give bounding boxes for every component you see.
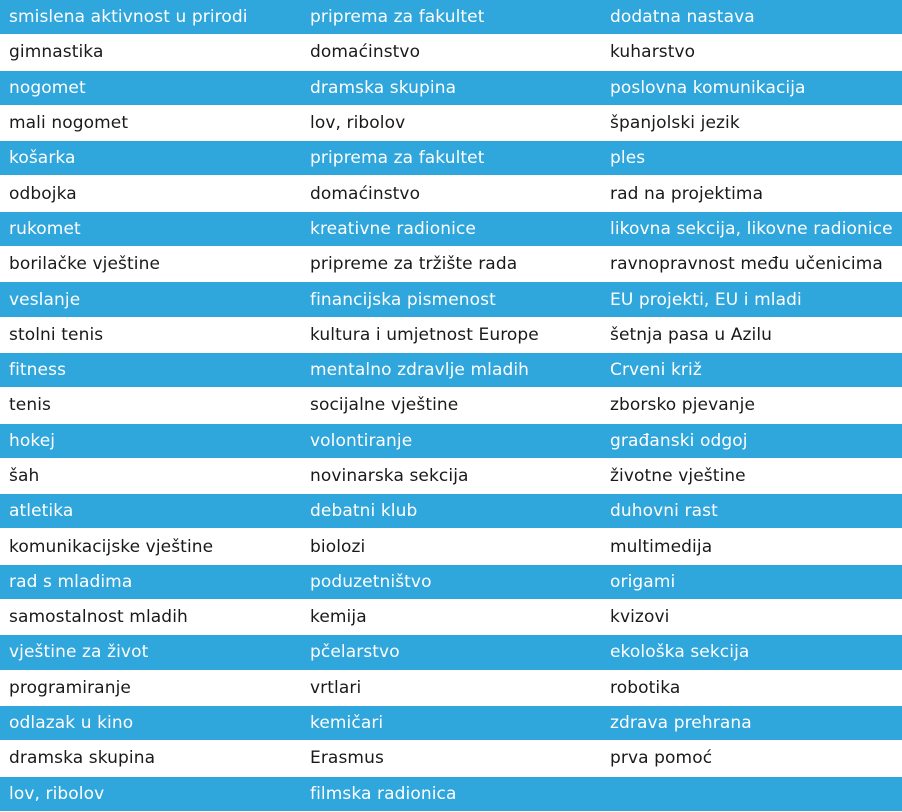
table-cell: ravnopravnost među učenicima bbox=[610, 254, 883, 275]
table-row bbox=[0, 176, 902, 211]
table-cell: lov, ribolov bbox=[310, 113, 406, 134]
table-cell: građanski odgoj bbox=[610, 430, 748, 451]
table-cell: kemičari bbox=[310, 713, 384, 734]
table-cell: mali nogomet bbox=[9, 113, 129, 134]
table-row bbox=[0, 635, 902, 670]
table-cell: kemija bbox=[310, 607, 367, 628]
table-cell: smislena aktivnost u prirodi bbox=[9, 7, 248, 28]
table-cell: tenis bbox=[9, 395, 51, 416]
table-cell: veslanje bbox=[9, 289, 81, 310]
table-cell: mentalno zdravlje mladih bbox=[310, 360, 530, 381]
table-row bbox=[0, 529, 902, 564]
table-cell: košarka bbox=[9, 148, 76, 169]
table-row bbox=[0, 459, 902, 494]
table-cell: biolozi bbox=[310, 536, 366, 557]
table-cell: stolni tenis bbox=[9, 324, 104, 345]
table-cell: španjolski jezik bbox=[610, 113, 740, 134]
table-cell: rukomet bbox=[9, 218, 81, 239]
table-cell: dramska skupina bbox=[310, 77, 457, 98]
table-cell: ples bbox=[610, 148, 646, 169]
table-cell: Crveni križ bbox=[610, 360, 702, 381]
table-row bbox=[0, 600, 902, 635]
table-cell: robotika bbox=[610, 677, 681, 698]
table-row bbox=[0, 741, 902, 776]
table-cell: šah bbox=[9, 466, 40, 486]
table-cell: EU projekti, EU i mladi bbox=[610, 289, 802, 310]
table-cell: nogomet bbox=[9, 77, 86, 98]
table-cell: fitness bbox=[9, 360, 67, 381]
table-cell: poslovna komunikacija bbox=[610, 77, 806, 98]
table-cell: novinarska sekcija bbox=[310, 466, 469, 486]
table-row bbox=[0, 212, 902, 247]
table-cell: financijska pismenost bbox=[310, 289, 496, 310]
table-row bbox=[0, 247, 902, 282]
table-cell: filmska radionica bbox=[310, 783, 457, 804]
table-cell: zdrava prehrana bbox=[610, 713, 752, 734]
table-cell: priprema za fakultet bbox=[310, 148, 485, 169]
table-row bbox=[0, 494, 902, 529]
table-cell: kreativne radionice bbox=[310, 218, 476, 239]
table-row bbox=[0, 671, 902, 706]
table-cell: vještine za život bbox=[9, 642, 149, 663]
table-cell: odbojka bbox=[9, 183, 77, 204]
table-cell: samostalnost mladih bbox=[9, 607, 188, 628]
table-row bbox=[0, 706, 902, 741]
table-cell: rad s mladima bbox=[9, 571, 133, 592]
table-cell: odlazak u kino bbox=[9, 713, 134, 734]
table-row bbox=[0, 35, 902, 70]
table-cell: Erasmus bbox=[310, 748, 384, 769]
table-cell: volontiranje bbox=[310, 430, 413, 451]
table-cell: hokej bbox=[9, 430, 56, 451]
table-row bbox=[0, 565, 902, 600]
table-cell: kvizovi bbox=[610, 607, 670, 628]
table-cell: atletika bbox=[9, 501, 74, 522]
table-row bbox=[0, 424, 902, 459]
table-cell: životne vještine bbox=[610, 466, 746, 486]
table-cell: socijalne vještine bbox=[310, 395, 459, 416]
table-cell: debatni klub bbox=[310, 501, 418, 522]
table-cell: domaćinstvo bbox=[310, 183, 421, 204]
table-cell: likovna sekcija, likovne radionice bbox=[610, 218, 893, 239]
table-cell: šetnja pasa u Azilu bbox=[610, 324, 773, 345]
table-cell: multimedija bbox=[610, 536, 713, 557]
table-row bbox=[0, 318, 902, 353]
table-cell: dramska skupina bbox=[9, 748, 156, 769]
table-cell: prva pomoć bbox=[610, 748, 713, 769]
table-cell: borilačke vještine bbox=[9, 254, 161, 275]
table-cell: pčelarstvo bbox=[310, 642, 400, 663]
table-cell: gimnastika bbox=[9, 42, 104, 63]
table-cell: programiranje bbox=[9, 677, 131, 698]
table-cell: domaćinstvo bbox=[310, 42, 421, 63]
table-cell: rad na projektima bbox=[610, 183, 764, 204]
table-cell: vrtlari bbox=[310, 677, 362, 698]
table-row bbox=[0, 0, 902, 35]
table-cell: priprema za fakultet bbox=[310, 7, 485, 28]
table-row bbox=[0, 388, 902, 423]
table-cell: kultura i umjetnost Europe bbox=[310, 324, 539, 345]
table-cell: ekološka sekcija bbox=[610, 642, 750, 663]
table-cell: origami bbox=[610, 571, 676, 592]
table-cell: zborsko pjevanje bbox=[610, 395, 756, 416]
table-cell: kuharstvo bbox=[610, 42, 696, 63]
table-cell: komunikacijske vještine bbox=[9, 536, 214, 557]
table-cell: duhovni rast bbox=[610, 501, 718, 522]
table-cell: pripreme za tržište rada bbox=[310, 254, 518, 275]
table-row bbox=[0, 282, 902, 317]
table-row bbox=[0, 106, 902, 141]
table-cell: poduzetništvo bbox=[310, 571, 432, 592]
table-cell: lov, ribolov bbox=[9, 783, 105, 804]
table-cell: dodatna nastava bbox=[610, 7, 755, 28]
table-row bbox=[0, 71, 902, 106]
table-row bbox=[0, 777, 902, 812]
table-row bbox=[0, 141, 902, 176]
table-row bbox=[0, 353, 902, 388]
